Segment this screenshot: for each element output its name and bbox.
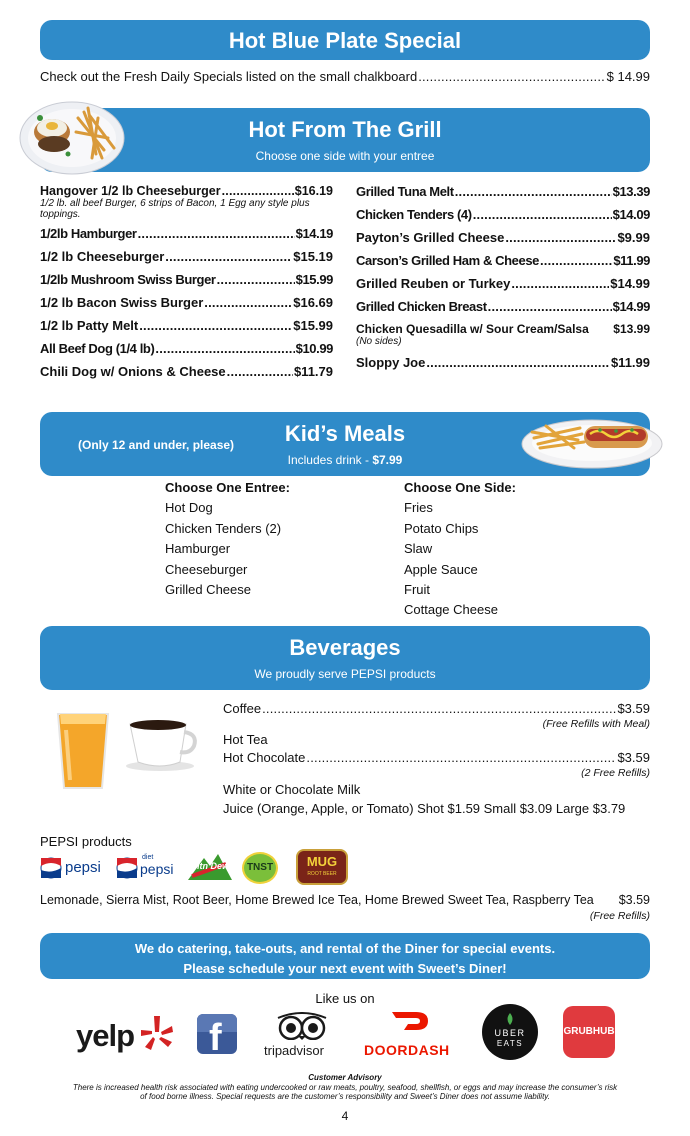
kids-subtitle: Includes drink - $7.99 — [287, 453, 403, 467]
mug-logo-sublabel: ROOT BEER — [307, 871, 337, 877]
pepsi-products-label: PEPSI products — [40, 834, 132, 849]
catering-banner — [40, 933, 650, 979]
tnst-logo — [242, 852, 278, 884]
beverage-juice: Juice (Orange, Apple, or Tomato) Shot $1.59 Small $3.09 Large $3.79 — [223, 801, 626, 816]
menu-item: Carson’s Grilled Ham & Cheese ..... $11.99 — [356, 253, 650, 268]
diet-pepsi-logo — [116, 854, 178, 882]
dew-logo-label: Mtn Dew — [192, 861, 229, 871]
menu-item: Sloppy Joe ..... $11.99 — [356, 355, 650, 370]
grill-left-column — [40, 184, 333, 387]
tripadvisor-logo[interactable] — [262, 1012, 342, 1060]
doordash-dash-icon — [390, 1010, 430, 1032]
eats-label: EATS — [496, 1039, 524, 1048]
like-us-label: Like us on — [315, 991, 375, 1006]
menu-item-note: 1/2 lb. all beef Burger, 6 strips of Bacon, 1 Egg any style plus toppings. — [40, 198, 310, 220]
menu-item: Chili Dog w/ Onions & Cheese ..... $11.79 — [40, 364, 333, 379]
list-item: Hamburger — [165, 541, 231, 557]
beverages-title: Beverages — [289, 635, 401, 660]
grill-title: Hot From The Grill — [248, 117, 442, 142]
kids-entree-column — [165, 478, 290, 600]
juice-glass-image — [52, 710, 114, 792]
menu-item: All Beef Dog (1/4 lb) ..... $10.99 — [40, 341, 333, 356]
beverages-subtitle: We proudly serve PEPSI products — [254, 667, 436, 681]
list-item: Fruit — [404, 582, 430, 598]
menu-item: Grilled Reuben or Turkey ..... $14.99 — [356, 276, 650, 291]
mug-logo — [296, 849, 348, 885]
grill-banner — [40, 108, 650, 172]
menu-item: Payton’s Grilled Cheese ..... $9.99 — [356, 230, 650, 245]
diet-logo-label: diet — [142, 854, 154, 861]
diet-pepsi-globe-icon — [116, 857, 138, 879]
soft-drinks-line: Lemonade, Sierra Mist, Root Beer, Home Brewed Ice Tea, Home Brewed Sweet Tea, Raspberry Tea $3.59 — [40, 893, 650, 907]
facebook-icon[interactable]: f — [197, 1014, 237, 1054]
grubhub-label: GRUBHUB — [563, 1026, 615, 1037]
page-number: 4 — [341, 1109, 349, 1123]
kids-side-column — [404, 478, 516, 621]
list-item: Grilled Cheese — [165, 582, 251, 598]
kids-age-note: (Only 12 and under, please) — [78, 438, 235, 452]
menu-item: 1/2lb Hamburger ..... $14.19 — [40, 226, 333, 241]
uber-label: UBER — [494, 1028, 526, 1038]
menu-item: Grilled Tuna Melt ..... $13.39 — [356, 184, 650, 199]
menu-item-note: (No sides) — [356, 336, 402, 347]
list-item: Cheeseburger — [165, 561, 248, 577]
grubhub-logo[interactable] — [563, 1006, 615, 1058]
menu-item: 1/2 lb Cheeseburger ..... $15.19 — [40, 249, 333, 264]
catering-line-2: Please schedule your next event with Sweet’s Diner! — [183, 961, 507, 976]
kids-entree-head: Choose One Entree: — [165, 480, 290, 495]
tripadvisor-label: tripadvisor — [264, 1043, 324, 1058]
catering-line-1: We do catering, take-outs, and rental of the Diner for special events. — [134, 941, 556, 956]
menu-item: 1/2lb Mushroom Swiss Burger ..... $15.99 — [40, 272, 333, 287]
pepsi-logo — [40, 854, 102, 882]
beverage-coffee: Coffee ..... $3.59 — [223, 701, 650, 716]
hotdog-plate-image — [520, 408, 664, 472]
beverage-hot-chocolate: Hot Chocolate ..... $3.59 — [223, 750, 650, 765]
blue-plate-banner — [40, 20, 650, 60]
pepsi-globe-icon — [40, 857, 62, 879]
soft-drinks-note: (Free Refills) — [589, 910, 650, 922]
menu-item: Hangover 1/2 lb Cheeseburger ..... $16.19 1/2 lb. all beef Burger, 6 strips of Bacon, 1 Egg any style plus toppings. — [40, 184, 333, 220]
diet-pepsi-logo-label: pepsi — [140, 861, 174, 877]
advisory-title: Customer Advisory — [308, 1073, 382, 1082]
yelp-burst-icon — [140, 1014, 174, 1052]
yelp-logo[interactable] — [76, 1014, 176, 1058]
kids-title: Kid’s Meals — [284, 421, 406, 446]
beverage-milk: White or Chocolate Milk — [223, 782, 361, 797]
list-item: Chicken Tenders (2) — [165, 520, 282, 536]
menu-item: Chicken Quesadilla w/ Sour Cream/Salsa $13.99 (No sides) — [356, 322, 650, 347]
list-item: Slaw — [404, 541, 433, 557]
blue-plate-price: $ 14.99 — [606, 69, 650, 84]
coffee-note: (Free Refills with Meal) — [542, 718, 650, 730]
kids-side-head: Choose One Side: — [404, 480, 516, 495]
menu-item: Chicken Tenders (4) ..... $14.09 — [356, 207, 650, 222]
yelp-logo-label: yelp — [76, 1018, 135, 1053]
grill-right-column — [356, 184, 650, 378]
uber-eats-logo[interactable] — [482, 1004, 538, 1060]
doordash-label: DOORDASH — [364, 1042, 450, 1058]
list-item: Hot Dog — [165, 500, 213, 516]
burger-plate-image — [18, 88, 126, 180]
list-item: Cottage Cheese — [404, 602, 498, 618]
list-item: Potato Chips — [404, 520, 479, 536]
list-item: Apple Sauce — [404, 561, 478, 577]
coffee-cup-image — [124, 716, 200, 772]
menu-item: 1/2 lb Patty Melt ..... $15.99 — [40, 318, 333, 333]
mtn-dew-logo — [186, 850, 234, 884]
owl-eyes-icon — [276, 1012, 328, 1040]
list-item: Fries — [404, 500, 433, 516]
blue-plate-title: Hot Blue Plate Special — [228, 28, 462, 53]
blue-plate-line — [40, 69, 650, 84]
tnst-logo-label: TNST — [246, 862, 274, 873]
pepsi-logo-label: pepsi — [65, 859, 101, 876]
beverages-banner — [40, 626, 650, 690]
beverage-hot-tea: Hot Tea — [223, 732, 268, 747]
hot-chocolate-note: (2 Free Refills) — [581, 767, 650, 779]
advisory-text: There is increased health risk associated with eating undercooked or raw meats, poultry, seafood, shellfish, or eggs and may increase the consumer’s risk of food borne illness. Special requests are the customer’s responsibility and Sweet’s Diner does not assume liability. — [72, 1083, 618, 1101]
menu-item: Grilled Chicken Breast ..... $14.99 — [356, 299, 650, 314]
beverage-list — [223, 701, 650, 816]
menu-item: 1/2 lb Bacon Swiss Burger ..... $16.69 — [40, 295, 333, 310]
grill-subtitle: Choose one side with your entree — [255, 149, 435, 163]
blue-plate-text: Check out the Fresh Daily Specials listed on the small chalkboard — [40, 69, 418, 84]
uber-eats-leaf-icon — [505, 1013, 515, 1025]
doordash-logo[interactable] — [362, 1010, 464, 1060]
mug-logo-label: MUG — [306, 854, 338, 869]
